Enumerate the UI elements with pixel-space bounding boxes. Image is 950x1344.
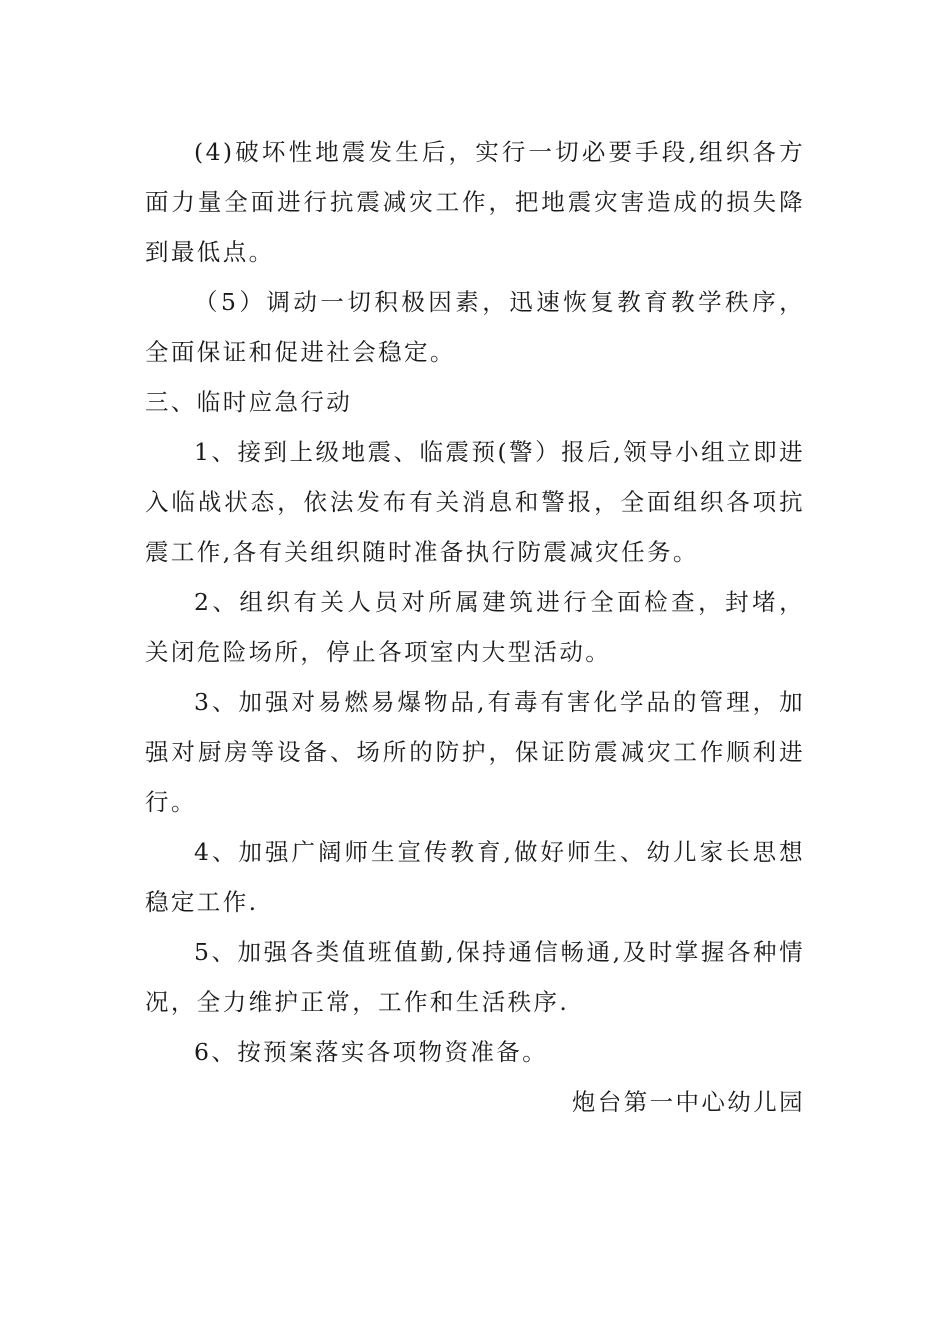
signature: 炮台第一中心幼儿园	[571, 1088, 805, 1116]
action-item-6: 6、按预案落实各项物资准备。	[194, 1038, 549, 1066]
action-item-3: 3、加强对易燃易爆物品,有毒有害化学品的管理，加强对厨房等设备、场所的防护，保证防震减灾工作顺利进行。	[145, 688, 805, 816]
action-item-5: 5、加强各类值班值勤,保持通信畅通,及时掌握各种情况，全力维护正常，工作和生活秩序.	[145, 938, 805, 1016]
section-heading: 三、临时应急行动	[145, 388, 353, 416]
action-item-1: 1、接到上级地震、临震预(警）报后,领导小组立即进入临战状态，依法发布有关消息和警报，全面组织各项抗震工作,各有关组织随时准备执行防震减灾任务。	[145, 438, 805, 566]
document-page	[145, 127, 805, 1127]
paragraph-5: （5）调动一切积极因素，迅速恢复教育教学秩序，全面保证和促进社会稳定。	[145, 288, 805, 366]
paragraph-4: (4)破坏性地震发生后，实行一切必要手段,组织各方面力量全面进行抗震减灾工作，把地震灾害造成的损失降到最低点。	[145, 138, 805, 266]
action-item-4: 4、加强广阔师生宣传教育,做好师生、幼儿家长思想稳定工作.	[145, 838, 805, 916]
action-item-2: 2、组织有关人员对所属建筑进行全面检查，封堵，关闭危险场所，停止各项室内大型活动。	[145, 588, 805, 666]
